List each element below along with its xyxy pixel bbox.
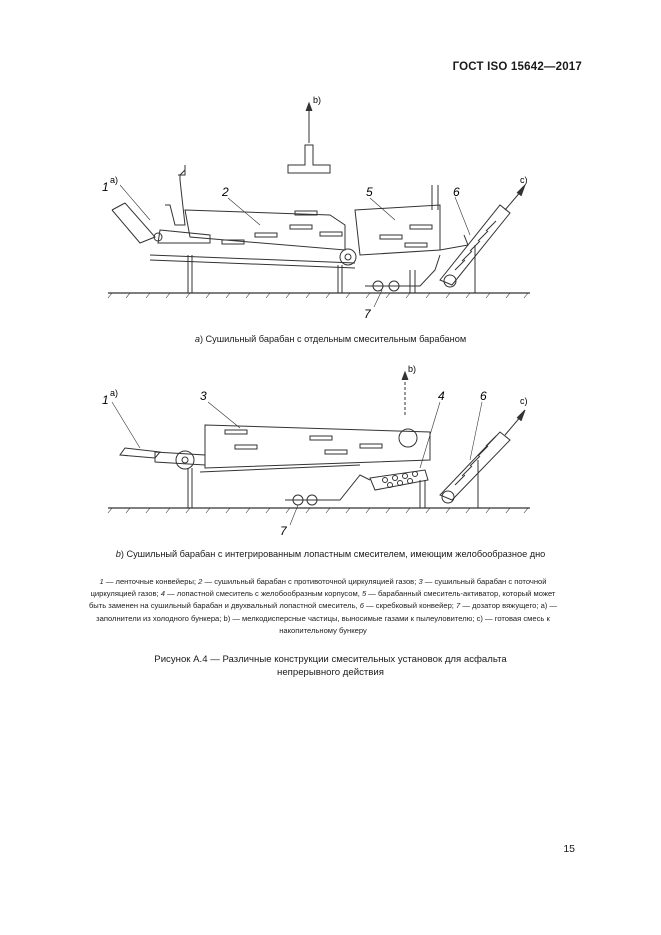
label-c-c: c) [520, 396, 528, 406]
figure-b-diagram [0, 360, 661, 545]
conveyor-lower-a [158, 230, 210, 243]
label-1-b: 1 [102, 393, 109, 407]
figure-a-caption: а) Сушильный барабан с отдельным смесительным барабаном [194, 334, 467, 344]
label-5-a: 5 [366, 185, 373, 199]
label-4-b: 4 [438, 389, 445, 403]
label-c-a: c) [520, 175, 528, 185]
figure-b-svg [0, 360, 661, 545]
drying-drum-3-b [205, 425, 430, 468]
label-6-b: 6 [480, 389, 487, 403]
page-number: 15 [563, 843, 575, 855]
label-b-a: b) [313, 95, 322, 105]
figure-a-svg [0, 85, 661, 330]
label-7-b: 7 [280, 524, 287, 538]
figure-b-caption: b) Сушильный барабан с интегрированным лопастным смесителем, имеющим желобообразное дно [115, 549, 546, 559]
label-6-a: 6 [453, 185, 460, 199]
figure-legend: 1 — ленточные конвейеры; 2 — сушильный барабан с противоточной циркуляцией газов; 3 — сушильный барабан с поточной циркуляцией газов; 4 — лопастной смеситель с желобообразным корпусом, 5 — барабанный смеситель-активатор, который может быть заменен на сушильный барабан и двухвальный лопастной смеситель, 6 — скребковый конвейер; 7 — дозатор вяжущего; a) — заполнители из холодного бункера; b) — мелкодисперсные частицы, выносимые газами к пылеуловителю; c) — готовая смесь к накопительному бункеру [88, 577, 558, 635]
label-b-b: b) [408, 364, 417, 374]
conveyor-1-a [112, 203, 155, 243]
drying-drum-2-a [185, 210, 345, 250]
exhaust-a [288, 145, 330, 173]
label-a-a: а) [110, 175, 119, 185]
figure-title: Рисунок А.4 — Различные конструкции смесительных установок для асфальта непрерывного действия [154, 654, 507, 678]
label-2-a: 2 [222, 185, 229, 199]
ground-hatch-b [108, 508, 528, 513]
scraper-conveyor-6-b [440, 432, 510, 500]
label-a-b: а) [110, 388, 119, 398]
standard-header: ГОСТ ISO 15642—2017 [452, 61, 582, 73]
label-7-a: 7 [364, 307, 371, 321]
ground-hatch-a [108, 293, 528, 298]
label-1-a: 1 [102, 180, 109, 194]
figure-a-diagram [0, 85, 661, 330]
label-3-b: 3 [200, 389, 207, 403]
conveyor-1-b [120, 448, 160, 458]
paddle-mixer-4-b [370, 470, 428, 490]
